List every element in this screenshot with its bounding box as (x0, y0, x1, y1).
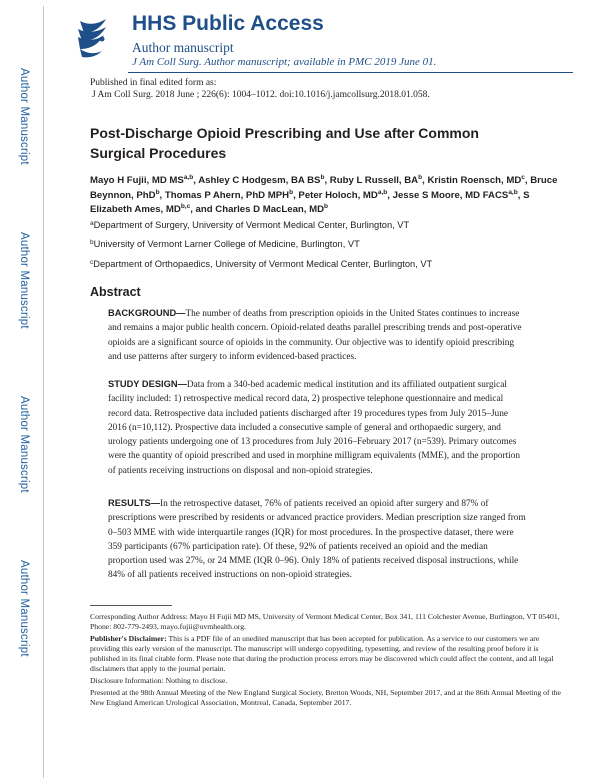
author-affiliation-marker: b (289, 188, 294, 196)
affiliation: $^a$Department of Surgery, University of Vermont Medical Center, Burlington, VT (90, 220, 410, 230)
header-rule (128, 72, 573, 73)
abstract-background: BACKGROUND—The number of deaths from prescription opioids in the United States continues to increase and remains a major public health concern. Opioid-related deaths parallel prescribing trends and post-operative opioids are a significant source of opioids in the community. Our objective was to identify opioid prescribing and use patterns after surgery to inform evidenced-based practices. (108, 308, 522, 362)
disclosure-information: Disclosure Information: Nothing to disclose. (90, 676, 228, 685)
author-affiliation-marker: b (155, 188, 160, 196)
publication-info (90, 77, 430, 101)
presentation-note: Presented at the 98th Annual Meeting of the New England Surgical Society, Bretton Woods, NH, September 2017, and at the 86th Annual Meeting of the New England American Urological Association, Montreal, Canada, September 2017. (90, 688, 561, 707)
author-affiliation-marker: a,b (508, 188, 518, 196)
author-name: Charles D MacLean, MD (215, 204, 325, 215)
sidebar-label: Author Manuscript (18, 232, 30, 329)
author-affiliation-marker: b (418, 174, 423, 181)
abstract-study-design: STUDY DESIGN—Data from a 340-bed academic medical institution and its affiliated outpatient surgical facility included: 1) retrospective medical record data, 2) prospective telephone questionnaire and medical record data. Retrospective data included patients discharged after 19 procedures types from July 2015–June 2016 (n=10,112). Prospective data included a consecutive sample of general and orthopaedic surgery, and urology patients undergoing one of 13 procedures from July 2016–February 2017 (n=539). Primary outcomes were the quantity of opioid prescribed and used in morphine milligram equivalents (MME), and the proportion of patients receiving instructions on disposal and non-opioid strategies. (108, 379, 521, 476)
sidebar-label: Author Manuscript (18, 560, 30, 657)
publication-citation: J Am Coll Surg. 2018 June ; 226(6): 1004–1012. doi:10.1016/j.jamcollsurg.2018.01.058. (92, 90, 430, 100)
author-name: Bruce Beynnon, PhD (90, 175, 558, 201)
affiliation: $^c$Department of Orthopaedics, University of Vermont Medical Center, Burlington, VT (90, 259, 433, 269)
author-affiliation-marker: b,c (180, 203, 191, 210)
author-list: Mayo H Fujii, MD MS$^{a,b}$, Ashley C Hodgesm, BA $BS^b$, Ruby L Russell, $BA^b$, Kristin Roensch, $MD^c$, Bruce Beynnon, PhD$^b$, Thomas P Ahern, PhD MPH$^b$, Peter Holoch, MD$^{a,b}$, Jesse S Moore, MD FACS$^{a,b}$, S Elizabeth Ames, MD$^{b,c}$, and Charles D MacLean, $MD^b$ (90, 174, 558, 215)
header-title: HHS Public Access (132, 12, 324, 35)
publisher-disclaimer: Publisher's Disclaimer: This is a PDF file of an unedited manuscript that has been accepted for publication. As a service to our customers we are providing this early version of the manuscript. The manuscript will undergo copyediting, typesetting, and review of the resulting proof before it is published in its final citable form. Please note that during the production process errors may be discovered which could affect the content, and all legal disclaimers that apply to the journal pertain. (90, 634, 554, 673)
header-citation: J Am Coll Surg. Author manuscript; available in PMC 2019 June 01. (132, 56, 437, 68)
abstract-results: RESULTS—In the retrospective dataset, 76% of patients received an opioid after surgery and 87% of prescriptions were prescribed by residents or advanced practice providers. Median prescription size ranged from 0–503 MME with wide interquartile ranges (IQR) for most procedures. In the prospective dataset, there were 359 participants (67% participation rate). Of these, 92% of patients received an opioid and the median proportion used was 27%, or 24 MME (IQR 0–96). Only 18% of patients received disposal instructions, while 84% of all patients received instructions on non-opioid strategies. (108, 498, 526, 581)
affiliation: $^b$University of Vermont Larner College of Medicine, Burlington, VT (90, 239, 360, 249)
author-name: Ashley C Hodgesm, BA BS (198, 175, 321, 186)
author-name: Ruby L Russell, BA (329, 175, 419, 186)
hhs-eagle-logo-icon (74, 15, 110, 59)
author-name: Jesse S Moore, MD FACS (392, 189, 509, 201)
abstract-heading: Abstract (90, 285, 141, 299)
author-affiliation-marker: a,b (183, 174, 194, 181)
author-name: Kristin Roensch, MD (427, 175, 522, 186)
footnote-rule (90, 605, 172, 606)
sidebar (0, 0, 42, 776)
sidebar-label: Author Manuscript (18, 396, 30, 493)
published-in-label: Published in final edited form as: (90, 78, 217, 88)
corresponding-author: Corresponding Author Address: Mayo H Fujii MD MS, University of Vermont Medical Center, Box 341, 111 Colchester Avenue, Burlington, VT 05401, Phone: 802-779-2493, mayo.fujii@uvmhealth.org. (90, 612, 560, 631)
header-subtitle: Author manuscript (132, 40, 234, 55)
author-name: S Elizabeth Ames, MD (90, 189, 530, 215)
article-title: Post-Discharge Opioid Prescribing and Use after Common Surgical Procedures (90, 125, 479, 161)
author-name: Thomas P Ahern, PhD MPH (164, 189, 290, 201)
author-affiliation-marker: b (324, 203, 329, 210)
author-affiliation-marker: a,b (377, 188, 388, 196)
author-affiliation-marker: c (521, 174, 525, 181)
sidebar-label: Author Manuscript (18, 68, 30, 165)
author-affiliation-marker: b (320, 174, 325, 181)
author-name: Peter Holoch, MD (298, 189, 378, 201)
sidebar-divider (43, 6, 44, 778)
author-name: Mayo H Fujii, MD MS (90, 175, 184, 186)
